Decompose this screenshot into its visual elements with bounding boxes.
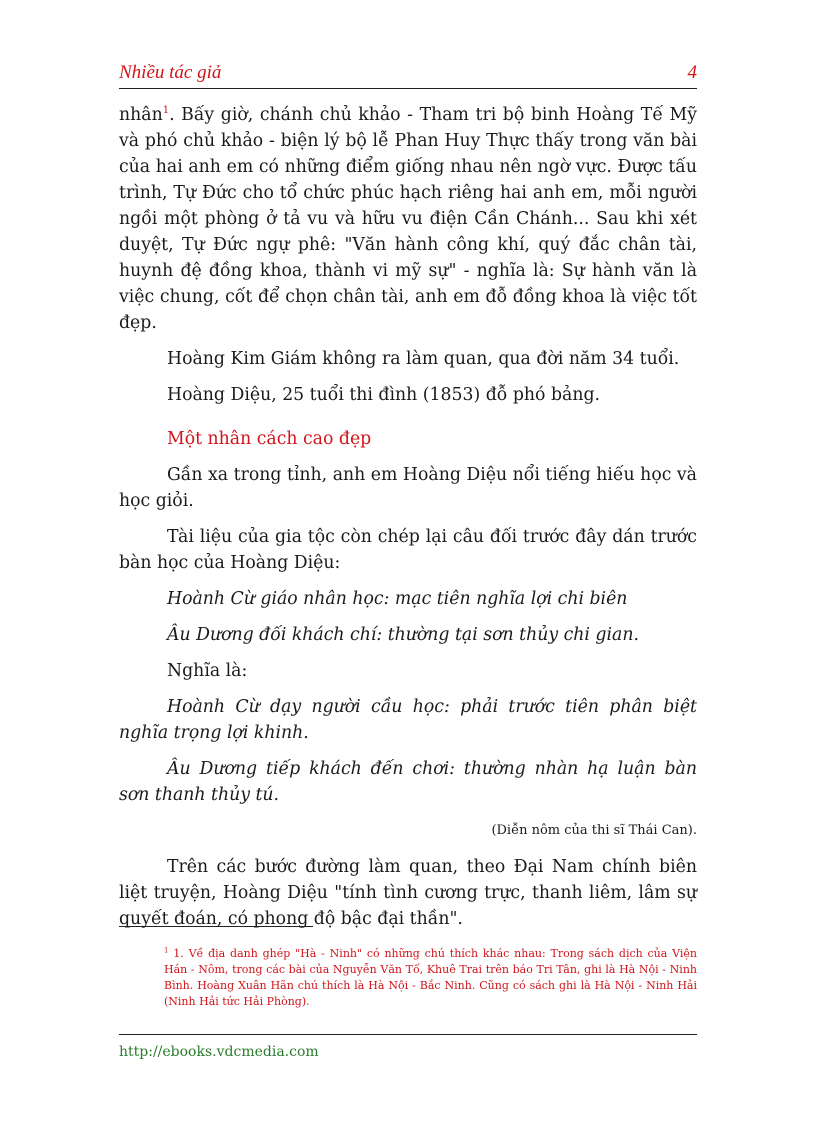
section-title: Một nhân cách cao đẹp — [167, 429, 372, 449]
translation-line-1: Hoành Cừ dạy người cầu học: phải trước tiên phân biệt nghĩa trọng lợi khinh. — [119, 697, 697, 743]
paragraph-1-start: nhân — [119, 105, 163, 125]
footnote-ref[interactable]: 1 — [162, 105, 170, 117]
footnote-text: 1. Về địa danh ghép "Hà - Ninh" có những chú thích khác nhau: Trong sách dịch của Viện Hán - Nôm, trong các bài của Nguyễn Văn Tố, Khuê Trai trên báo Tri Tân, ghi là Hà Nội - Ninh Bình. Hoàng Xuân Hãn chú thích là Hà Nội - Bắc Ninh. Cũng có sách ghi là Hà Nội - Ninh Hải (Ninh Hải tức Hải Phòng). — [164, 947, 697, 1008]
footer-url-link[interactable]: http://ebooks.vdcmedia.com — [119, 1044, 319, 1060]
translation-credit: (Diễn nôm của thi sĩ Thái Can). — [491, 823, 697, 838]
paragraph-6: Trên các bước đường làm quan, theo Đại Nam chính biên liệt truyện, Hoàng Diệu "tính tình cương trực, thanh liêm, lâm sự quyết đoán, có phong độ bậc đại thần". — [119, 857, 697, 929]
page-header — [119, 62, 697, 89]
paragraph-3: Hoàng Diệu, 25 tuổi thi đình (1853) đỗ phó bảng. — [167, 385, 601, 405]
paragraph-1-rest: . Bấy giờ, chánh chủ khảo - Tham tri bộ binh Hoàng Tế Mỹ và phó chủ khảo - biện lý bộ lễ Phan Huy Thực thấy trong văn bài của hai anh em có những điểm giống nhau nên ngờ vực. Được tấu trình, Tự Đức cho tổ chức phúc hạch riêng hai anh em, mỗi người ngồi một phòng ở tả vu và hữu vu điện Cần Chánh... Sau khi xét duyệt, Tự Đức ngự phê: "Văn hành công khí, quý đắc chân tài, huynh đệ đồng khoa, thành vi mỹ sự" - nghĩa là: Sự hành văn là việc chung, cốt để chọn chân tài, anh em đỗ đồng khoa là việc tốt đẹp. — [119, 105, 697, 333]
paragraph-2: Hoàng Kim Giám không ra làm quan, qua đời năm 34 tuổi. — [167, 349, 680, 369]
paragraph-5: Tài liệu của gia tộc còn chép lại câu đối trước đây dán trước bàn học của Hoàng Diệu: — [119, 527, 697, 573]
footnote-marker: 1 — [164, 946, 169, 955]
translation-line-2: Âu Dương tiếp khách đến chơi: thường nhàn hạ luận bàn sơn thanh thủy tú. — [119, 759, 697, 805]
couplet-line-1: Hoành Cừ giáo nhân học: mạc tiên nghĩa lợi chi biên — [167, 589, 628, 609]
paragraph-1 — [119, 102, 697, 336]
footnote-divider — [119, 926, 313, 927]
page-content — [119, 102, 697, 932]
footer-divider — [119, 1034, 697, 1035]
paragraph-4: Gần xa trong tỉnh, anh em Hoàng Diệu nổi tiếng hiếu học và học giỏi. — [119, 465, 697, 511]
page-number: 4 — [687, 62, 697, 83]
footnote — [164, 946, 697, 1010]
couplet-line-2: Âu Dương đối khách chí: thường tại sơn thủy chi gian. — [167, 625, 639, 645]
header-author: Nhiều tác giả — [119, 62, 222, 83]
meaning-label: Nghĩa là: — [167, 661, 248, 681]
